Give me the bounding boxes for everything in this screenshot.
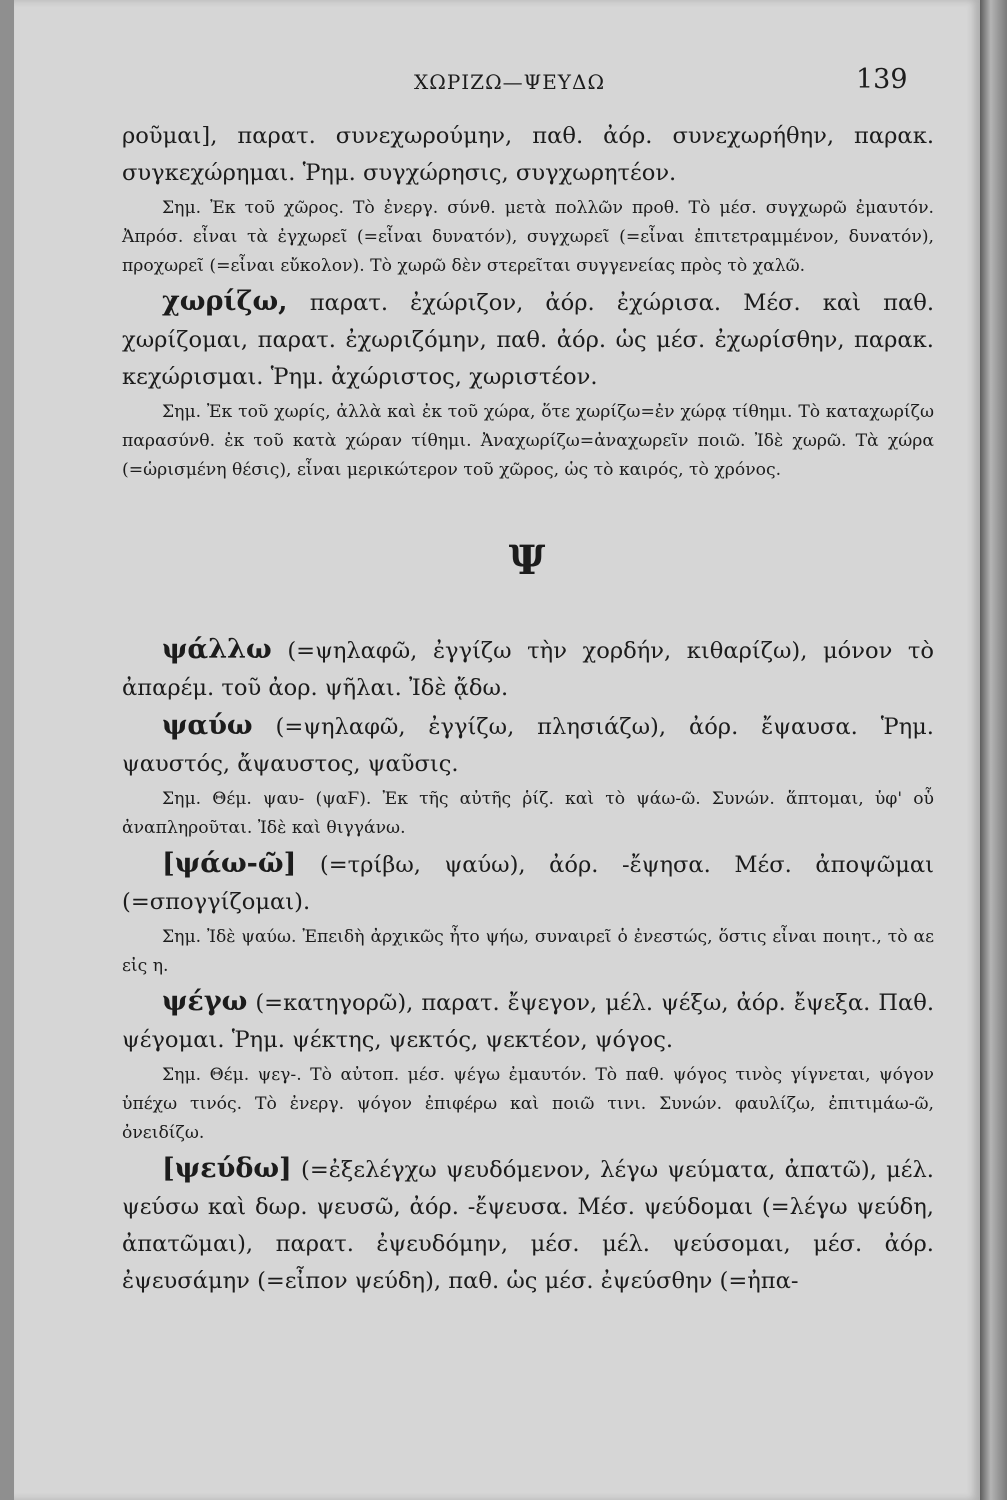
entry-text: ροῦμαι], παρατ. συνεχωρούμην, παθ. ἀόρ. συνεχωρήθην, παρακ. συγκεχώρημαι. Ῥημ. συγχώρησις, συγχωρητέον. <box>122 123 934 186</box>
section-letter-heading: Ψ <box>508 537 548 584</box>
dictionary-content <box>122 118 934 1300</box>
entry-psao <box>122 845 934 921</box>
lemma: ψάλλω <box>162 634 272 665</box>
note-text: Σημ. Ἐκ τοῦ χωρίς, ἀλλὰ καὶ ἐκ τοῦ χώρα, ὅτε χωρίζω=ἐν χώρᾳ τίθημι. Τὸ καταχωρίζω παρασύνθ. ἐκ τοῦ κατὰ χώραν τίθημι. Ἀναχωρίζω=ἀναχωρεῖν ποιῶ. Ἰδὲ χωρῶ. Τὰ χώρα (=ὡρισμένη θέσις), εἶναι μερικώτερον τοῦ χῶρος, ὡς τὸ καιρός, τὸ χρόνος. <box>122 402 934 480</box>
entry-psauo <box>122 707 934 783</box>
entry-text: (=κατηγορῶ), παρατ. ἔψεγον, μέλ. ψέξω, ἀόρ. ἔψεξα. Παθ. ψέγομαι. Ῥημ. ψέκτης, ψεκτός, ψεκτέον, ψόγος. <box>122 990 934 1053</box>
lemma: [ψεύδω] <box>162 1153 292 1184</box>
entry-chorizo <box>122 283 934 396</box>
entry-text: (=τρίβω, ψαύω), ἀόρ. -ἔψησα. Μέσ. ἀποψῶμαι (=σπογγίζομαι). <box>122 852 934 915</box>
note-text: Σημ. Ἰδὲ ψαύω. Ἐπειδὴ ἀρχικῶς ἦτο ψήω, συναιρεῖ ὁ ἐνεστώς, ὅστις εἶναι ποιητ., τὸ αε εἰς η. <box>122 927 934 976</box>
note-text: Σημ. Θέμ. ψαυ- (ψαϜ). Ἐκ τῆς αὐτῆς ῥίζ. καὶ τὸ ψάω-ῶ. Συνών. ἅπτομαι, ὑφ' οὗ ἀναπληροῦται. Ἰδὲ καὶ θιγγάνω. <box>122 789 934 838</box>
entry-psego <box>122 983 934 1059</box>
page-header <box>14 64 980 98</box>
entry-text: (=ἐξελέγχω ψευδόμενον, λέγω ψεύματα, ἀπατῶ), μέλ. ψεύσω καὶ δωρ. ψευσῶ, ἀόρ. -ἔψευσα. Μέσ. ψεύδομαι (=λέγω ψεύδη, ἀπατῶμαι), παρατ. ἐψευδόμην, μέσ. μέλ. ψεύσομαι, μέσ. ἀόρ. ἐψευσάμην (=εἶπον ψεύδη), παθ. ὡς μέσ. ἐψεύσθην (=ἠπα- <box>122 1157 934 1294</box>
entry-text: (=ψηλαφῶ, ἐγγίζω, πλησιάζω), ἀόρ. ἔψαυσα. Ῥημ. ψαυστός, ἄψαυστος, ψαῦσις. <box>122 714 934 777</box>
book-page <box>14 0 980 1500</box>
entry-pseudo <box>122 1150 934 1300</box>
lemma: ψαύω <box>162 710 253 741</box>
entry-psallo <box>122 631 934 707</box>
entry-text: παρατ. ἐχώριζον, ἀόρ. ἐχώρισα. Μέσ. καὶ παθ. χωρίζομαι, παρατ. ἐχωριζόμην, παθ. ἀόρ. ὡς μέσ. ἐχωρίσθην, παρακ. κεχώρισμαι. Ῥημ. ἀχώριστος, χωριστέον. <box>122 290 934 390</box>
note-text: Σημ. Θέμ. ψεγ-. Τὸ αὐτοπ. μέσ. ψέγω ἐμαυτόν. Τὸ παθ. ψόγος τινὸς γίγνεται, ψόγον ὑπέχω τινός. Τὸ ἐνεργ. ψόγον ἐπιφέρω καὶ ποιῶ τινι. Συνών. φαυλίζω, ἐπιτιμάω-ῶ, ὀνειδίζω. <box>122 1065 934 1143</box>
entry-text: (=ψηλαφῶ, ἐγγίζω τὴν χορδήν, κιθαρίζω), μόνον τὸ ἀπαρέμ. τοῦ ἀορ. ψῆλαι. Ἰδὲ ᾄδω. <box>122 638 934 701</box>
page-edge-shadow <box>980 0 1007 1500</box>
running-head: ΧΩΡΙΖΩ—ΨΕΥΔΩ <box>414 70 606 94</box>
lemma: χωρίζω, <box>162 286 288 317</box>
lemma: ψέγω <box>162 986 248 1017</box>
page-number: 139 <box>856 64 908 95</box>
note-text: Σημ. Ἐκ τοῦ χῶρος. Τὸ ἐνεργ. σύνθ. μετὰ πολλῶν προθ. Τὸ μέσ. συγχωρῶ ἐμαυτόν. Ἀπρόσ. εἶναι τὰ ἐγχωρεῖ (=εἶναι δυνατόν), συγχωρεῖ (=εἶναι ἐπιτετραμμένον, δυνατόν), προχωρεῖ (=εἶναι εὔκολον). Τὸ χωρῶ δὲν στερεῖται συγγενείας πρὸς τὸ χαλῶ. <box>122 198 934 276</box>
lemma: [ψάω-ῶ] <box>162 848 297 879</box>
